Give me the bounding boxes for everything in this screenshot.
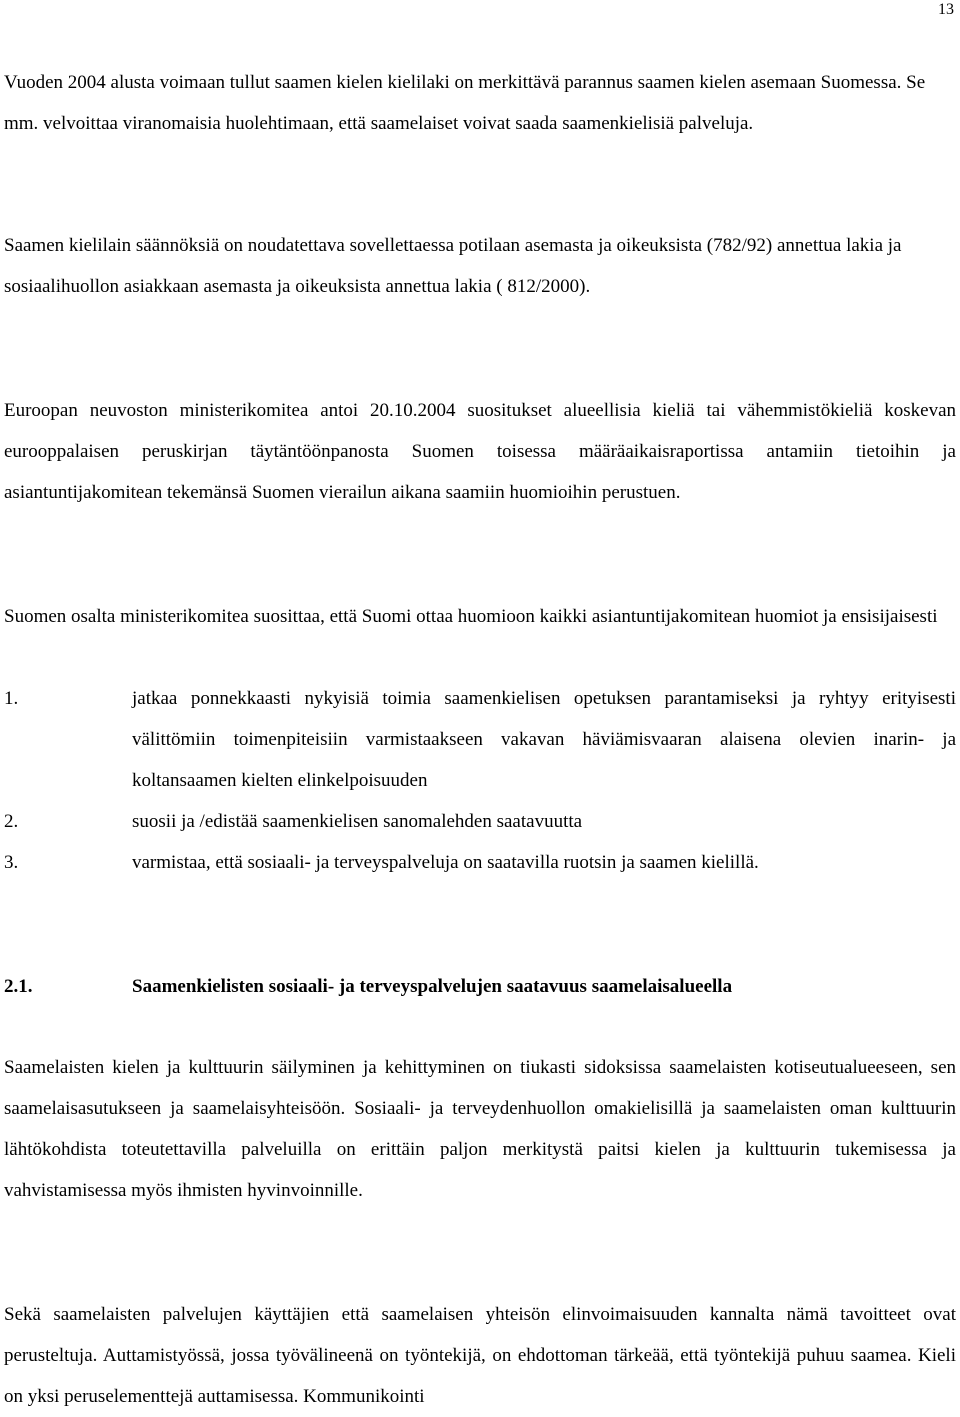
page-number: 13 xyxy=(938,1,954,18)
list-item-text: suosii ja /edistää saamenkielisen sanomalehden saatavuutta xyxy=(132,811,583,832)
list-item xyxy=(4,801,956,842)
section-heading-number: 2.1. xyxy=(4,976,33,997)
paragraph-service-users: Sekä saamelaisten palvelujen käyttäjien että saamelaisen yhteisön elinvoimaisuuden kannalta nämä tavoitteet ovat perusteltuja. Auttamistyössä, jossa työvälineenä on työntekijä, on ehdottoman tärkeää, että työntekijä puhuu saamea. Kieli on yksi peruselementtejä auttamisessa. Kommunikointi xyxy=(4,1304,956,1407)
list-item xyxy=(4,678,956,801)
list-item-text: jatkaa ponnekkaasti nykyisiä toimia saamenkielisen opetuksen parantamiseksi ja ryhtyy erityisesti välittömiin toimenpiteisiin varmistaakseen vakavan häviämisvaaran alaisena olevien inarin- ja koltansaamen kielten elinkelpoisuuden xyxy=(132,688,956,791)
section-heading xyxy=(4,966,956,1007)
list-item-number: 3. xyxy=(4,852,19,873)
list-item-number: 2. xyxy=(4,811,19,832)
recommendations-list xyxy=(4,678,956,883)
paragraph-council-recommendations: Euroopan neuvoston ministerikomitea antoi 20.10.2004 suositukset alueellisia kieliä tai vähemmistökieliä koskevan eurooppalaisen peruskirjan täytäntöönpanosta Suomen toisessa määräaikaisraportissa antamiin tietoihin ja asiantuntijakomitean tekemänsä Suomen vierailun aikana saamiin huomioihin perustuen. xyxy=(4,400,956,503)
paragraph-legal-provisions: Saamen kielilain säännöksiä on noudatettava sovellettaessa potilaan asemasta ja oikeuksista (782/92) annettua lakia ja sosiaalihuollon asiakkaan asemasta ja oikeuksista annettua lakia ( 812/2000). xyxy=(4,235,902,297)
paragraph-culture-services: Saamelaisten kielen ja kulttuurin säilyminen ja kehittyminen on tiukasti sidoksissa saamelaisten kotiseutualueeseen, sen saamelaisasutukseen ja saamelaisyhteisöön. Sosiaali- ja terveydenhuollon omakielisillä ja saamelaisten oman kulttuurin lähtökohdista toteutettavilla palveluilla on erittäin paljon merkitystä paitsi kielen ja kulttuurin tukemisessa ja vahvistamisessa myös ihmisten hyvinvoinnille. xyxy=(4,1057,956,1201)
list-item-text: varmistaa, että sosiaali- ja terveyspalveluja on saatavilla ruotsin ja saamen kielillä. xyxy=(132,852,759,873)
section-heading-title: Saamenkielisten sosiaali- ja terveyspalvelujen saatavuus saamelaisalueella xyxy=(132,976,733,997)
list-item xyxy=(4,842,956,883)
paragraph-language-act: Vuoden 2004 alusta voimaan tullut saamen kielen kielilaki on merkittävä parannus saamen kielen asemaan Suomessa. Se mm. velvoittaa viranomaisia huolehtimaan, että saamelaiset voivat saada saamenkielisiä palveluja. xyxy=(4,72,926,134)
list-item-number: 1. xyxy=(4,688,19,709)
paragraph-committee-recommends: Suomen osalta ministerikomitea suosittaa, että Suomi ottaa huomioon kaikki asiantuntijakomitean huomiot ja ensisijaisesti xyxy=(4,606,938,627)
